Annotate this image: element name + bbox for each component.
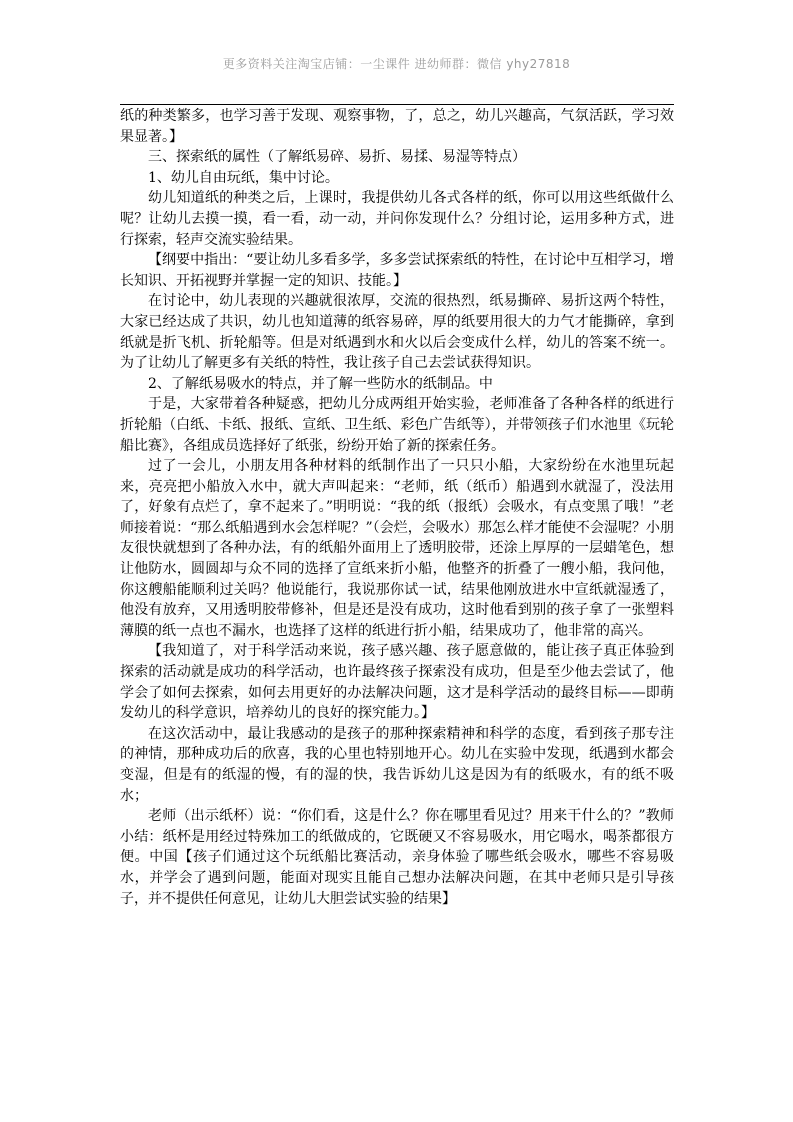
paragraph: 纸的种类繁多，也学习善于发现、观察事物，了，总之，幼儿兴趣高，气氛活跃，学习效果显著。】 (120, 108, 674, 145)
document-body (120, 106, 674, 909)
paragraph: 【纲要中指出：“要让幼儿多看多学，多多尝试探索纸的特性，在讨论中互相学习，增长知识、开拓视野并掌握一定的知识、技能。】 (120, 252, 674, 289)
page-header-watermark: 更多资料关注淘宝店铺：一尘课件 进幼师群：微信 yhy27818 (222, 57, 571, 71)
paragraph: 过了一会儿，小朋友用各种材料的纸制作出了一只只小船，大家纷纷在水池里玩起来，亮亮把小船放入水中，就大声叫起来：“老师，纸（纸币）船遇到水就湿了，没法用了，好象有点烂了，拿不起来了。”明明说：“我的纸（报纸）会吸水，有点变黑了哦！”老师接着说：“那么纸船遇到水会怎样呢？”（会烂，会吸水）那怎么样才能使不会湿呢？小朋友很快就想到了各种办法，有的纸船外面用上了透明胶带，还涂上厚厚的一层蜡笔色，想让他防水，圆圆却与众不同的选择了宣纸来折小船，他整齐的折叠了一艘小船，我问他，你这艘船能顺利过关吗？他说能行，我说那你试一试，结果他刚放进水中宣纸就湿透了，他没有放弃，又用透明胶带修补，但是还是没有成功，这时他看到别的孩子拿了一张塑料薄膜的纸一点也不漏水，也选择了这样的纸进行折小船，结果成功了，他非常的高兴。 (120, 458, 674, 639)
paragraph: 幼儿知道纸的种类之后，上课时，我提供幼儿各式各样的纸，你可以用这些纸做什么呢？让幼儿去摸一摸，看一看，动一动，并问你发现什么？分组讨论，运用多种方式，进行探索，轻声交流实验结果。 (120, 190, 674, 248)
paragraph: 在这次活动中，最让我感动的是孩子的那种探索精神和科学的态度，看到孩子那专注的神情，那种成功后的欣喜，我的心里也特别地开心。幼儿在实验中发现，纸遇到水都会变湿，但是有的纸湿的慢，有的湿的快，我告诉幼儿这是因为有的纸吸水，有的纸不吸水； (120, 725, 674, 804)
paragraph: 在讨论中，幼儿表现的兴趣就很浓厚，交流的很热烈，纸易撕碎、易折这两个特性，大家已经达成了共识，幼儿也知道薄的纸容易碎，厚的纸要用很大的力气才能撕碎，拿到纸就是折飞机、折轮船等。但是对纸遇到水和火以后会变成什么样，幼儿的答案不统一。为了让幼儿了解更多有关纸的特性，我让孩子自己去尝试获得知识。 (120, 293, 674, 372)
paragraph: 1、幼儿自由玩纸，集中讨论。 (148, 169, 339, 186)
paragraph: 【我知道了，对于科学活动来说，孩子感兴趣、孩子愿意做的，能让孩子真正体验到探索的活动就是成功的科学活动，也许最终孩子探索没有成功，但是至少他去尝试了，他学会了如何去探索，如何去用更好的办法解决问题，这才是科学活动的最终目标——即萌发幼儿的科学意识，培养幼儿的良好的探究能力。】 (120, 643, 674, 722)
header-rule (120, 104, 674, 105)
paragraph: 三、探索纸的属性（了解纸易碎、易折、易揉、易湿等特点） (148, 149, 526, 166)
paragraph: 2、了解纸易吸水的特点，并了解一些防水的纸制品。中 (148, 375, 493, 392)
paragraph: 老师（出示纸杯）说：“你们看，这是什么？你在哪里看见过？用来干什么的？”教师小结：纸杯是用经过特殊加工的纸做成的，它既硬又不容易吸水，用它喝水，喝茶都很方便。中国【孩子们通过这个玩纸船比赛活动，亲身体验了哪些纸会吸水，哪些不容易吸水，并学会了遇到问题，能面对现实且能自己想办法解决问题，在其中老师只是引导孩子，并不提供任何意见，让幼儿大胆尝试实验的结果】 (120, 808, 674, 907)
paragraph: 于是，大家带着各种疑惑，把幼儿分成两组开始实验，老师准备了各种各样的纸进行折轮船（白纸、卡纸、报纸、宣纸、卫生纸、彩色广告纸等），并带领孩子们水池里《玩轮船比赛》，各组成员选择好了纸张，纷纷开始了新的探索任务。 (120, 396, 674, 454)
